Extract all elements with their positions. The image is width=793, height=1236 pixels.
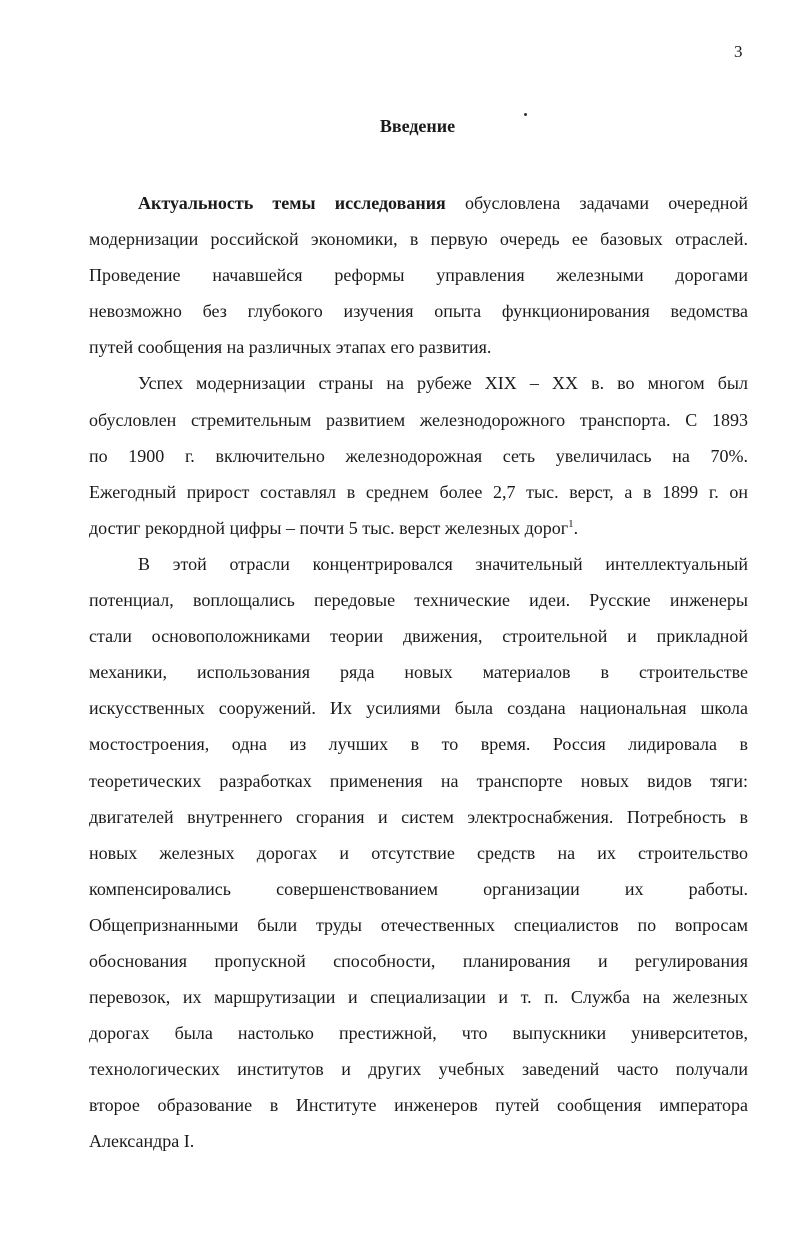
text-line [89,510,748,546]
page-number: 3 [734,42,743,61]
text-span: достиг рекордной цифры – почти 5 тыс. верст железных дорог [89,517,569,538]
paragraph-relevance [89,185,748,365]
text-line [89,185,748,221]
footnote-reference[interactable]: 1 [568,517,574,530]
text-line: искусственных сооружений. Их усилиями была создана национальная школа [89,698,748,719]
text-line: новых железных дорогах и отсутствие средств на их строительство [89,842,748,863]
paragraph-intellectual-potential [89,546,748,1160]
text-line: перевозок, их маршрутизации и специализации и т. п. Служба на железных [89,987,748,1008]
text-line: путей сообщения на различных этапах его развития. [89,337,492,358]
text-line: В этой отрасли концентрировался значительный интеллектуальный [138,553,748,574]
text-line: дорогах была настолько престижной, что выпускники университетов, [89,1023,748,1044]
text-line: Александра I. [89,1131,195,1152]
text-line: механики, использования ряда новых материалов в строительстве [89,662,748,683]
section-heading: Введение [379,116,456,136]
text-line: стали основоположниками теории движения, строительной и прикладной [89,626,748,647]
bold-lead: Актуальность темы исследования [138,193,446,213]
text-line: двигателей внутреннего сгорания и систем электроснабжения. Потребность в [89,806,748,827]
text-span: обусловлена задачами очередной [445,193,748,213]
text-line: Успех модернизации страны на рубеже XIX – XX в. во многом был [138,373,748,394]
text-line: невозможно без глубокого изучения опыта функционирования ведомства [89,301,748,322]
text-line: обоснования пропускной способности, планирования и регулирования [89,950,748,971]
text-line: потенциал, воплощались передовые технические идеи. Русские инженеры [89,590,748,611]
text-line: модернизации российской экономики, в первую очередь ее базовых отраслей. [89,229,748,250]
text-line: технологических институтов и других учебных заведений часто получали [89,1059,748,1080]
text-line: по 1900 г. включительно железнодорожная сеть увеличилась на 70%. [89,445,748,466]
text-line: Общепризнанными были труды отечественных специалистов по вопросам [89,914,748,935]
text-line: мостостроения, одна из лучших в то время. Россия лидировала в [89,734,748,755]
text-line: обусловлен стремительным развитием железнодорожного транспорта. С 1893 [89,409,748,430]
text-line: Проведение начавшейся реформы управления железными дорогами [89,265,748,286]
paragraph-modernization [89,365,748,545]
text-span: . [573,517,579,538]
body-text [89,185,748,1160]
text-line: Ежегодный прирост составлял в среднем более 2,7 тыс. верст, а в 1899 г. он [89,481,748,502]
text-line: второе образование в Институте инженеров путей сообщения императора [89,1095,748,1116]
text-line: теоретических разработках применения на транспорте новых видов тяги: [89,770,748,791]
text-line: компенсировались совершенствованием организации их работы. [89,878,748,899]
